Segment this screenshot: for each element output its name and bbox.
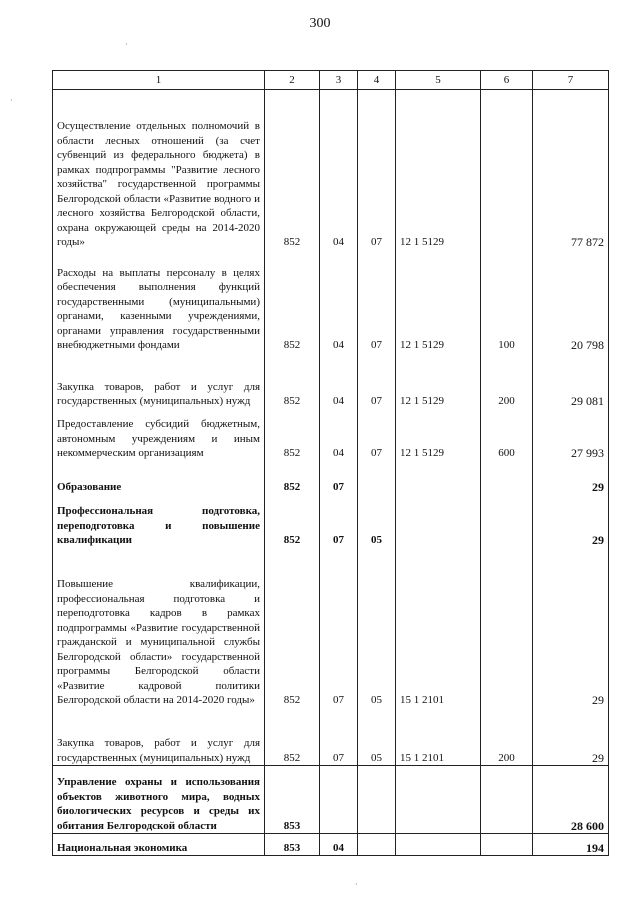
row-rz: 04: [320, 250, 358, 353]
row-name: Образование: [53, 461, 265, 495]
row-rz: 07: [320, 548, 358, 708]
scan-speck: ·: [355, 880, 358, 889]
row-rz: 04: [320, 90, 358, 250]
row-gr: 853: [265, 766, 320, 834]
row-sum: 27 993: [533, 409, 609, 461]
table-row: [53, 708, 609, 766]
row-name: Предоставление субсидий бюджетным, автономным учреждениям и иным некоммерческим организациям: [53, 409, 265, 461]
row-rz: 04: [320, 409, 358, 461]
row-rz: 07: [320, 495, 358, 548]
row-cs: [396, 834, 481, 856]
row-name: Расходы на выплаты персоналу в целях обеспечения выполнения функций государственными (муниципальными) органами, казенными учреждениями, органами управления государственными внебюджетными фондами: [53, 250, 265, 353]
table-row: [53, 353, 609, 409]
row-gr: 852: [265, 708, 320, 766]
row-vr: 200: [481, 708, 533, 766]
row-gr: 852: [265, 409, 320, 461]
row-sum: 29: [533, 548, 609, 708]
row-cs: 12 1 5129: [396, 250, 481, 353]
row-rz: 07: [320, 708, 358, 766]
row-cs: [396, 766, 481, 834]
row-vr: [481, 548, 533, 708]
row-pr: 07: [358, 353, 396, 409]
row-pr: 05: [358, 495, 396, 548]
row-gr: 852: [265, 461, 320, 495]
row-rz: 07: [320, 461, 358, 495]
row-gr: 852: [265, 353, 320, 409]
row-pr: [358, 766, 396, 834]
row-cs: 15 1 2101: [396, 708, 481, 766]
scan-speck: ·: [125, 40, 128, 49]
row-pr: [358, 461, 396, 495]
row-cs: 12 1 5129: [396, 353, 481, 409]
budget-table: [52, 70, 609, 856]
table-row: [53, 548, 609, 708]
row-rz: 04: [320, 834, 358, 856]
row-gr: 852: [265, 90, 320, 250]
row-rz: [320, 766, 358, 834]
scan-speck: ·: [10, 96, 13, 105]
row-gr: 853: [265, 834, 320, 856]
row-name: Повышение квалификации, профессиональная подготовка и переподготовка кадров в рамках подпрограммы «Развитие государственной гражданской и муниципальной службы Белгородской области» государственной программы Белгородской области «Развитие кадровой политики Белгородской области на 2014-2020 годы»: [53, 548, 265, 708]
row-sum: 29: [533, 495, 609, 548]
row-pr: 07: [358, 90, 396, 250]
page-number: 300: [309, 16, 331, 31]
row-cs: 15 1 2101: [396, 548, 481, 708]
row-sum: 29: [533, 461, 609, 495]
row-pr: 07: [358, 250, 396, 353]
table-row: [53, 495, 609, 548]
row-cs: [396, 495, 481, 548]
table-row: [53, 250, 609, 353]
row-vr: [481, 834, 533, 856]
row-vr: 600: [481, 409, 533, 461]
column-header-vr: 6: [481, 71, 533, 90]
row-cs: 12 1 5129: [396, 90, 481, 250]
table-row: [53, 766, 609, 834]
row-sum: 29 081: [533, 353, 609, 409]
row-gr: 852: [265, 495, 320, 548]
row-name: Национальная экономика: [53, 834, 265, 856]
column-header-pr: 4: [358, 71, 396, 90]
column-header-name: 1: [53, 71, 265, 90]
row-gr: 852: [265, 548, 320, 708]
row-sum: 28 600: [533, 766, 609, 834]
row-name: Закупка товаров, работ и услуг для государственных (муниципальных) нужд: [53, 708, 265, 766]
row-gr: 852: [265, 250, 320, 353]
row-cs: [396, 461, 481, 495]
table-row: [53, 90, 609, 250]
row-sum: 29: [533, 708, 609, 766]
row-name: Закупка товаров, работ и услуг для государственных (муниципальных) нужд: [53, 353, 265, 409]
row-vr: [481, 766, 533, 834]
row-sum: 194: [533, 834, 609, 856]
table-row: [53, 409, 609, 461]
row-vr: [481, 90, 533, 250]
row-vr: [481, 495, 533, 548]
table-header-row: [53, 71, 609, 90]
row-pr: 07: [358, 409, 396, 461]
table-row: [53, 461, 609, 495]
row-sum: 20 798: [533, 250, 609, 353]
row-sum: 77 872: [533, 90, 609, 250]
row-pr: 05: [358, 548, 396, 708]
row-rz: 04: [320, 353, 358, 409]
column-header-sum: 7: [533, 71, 609, 90]
row-name: Осуществление отдельных полномочий в области лесных отношений (за счет субвенций из федерального бюджета) в рамках подпрограммы "Развитие лесного хозяйства" государственной программы Белгородской области «Развитие водного и лесного хозяйства Белгородской области, охрана окружающей среды на 2014-2020 годы»: [53, 90, 265, 250]
column-header-rz: 3: [320, 71, 358, 90]
table-row: [53, 834, 609, 856]
column-header-gr: 2: [265, 71, 320, 90]
row-vr: [481, 461, 533, 495]
row-vr: 100: [481, 250, 533, 353]
column-header-cs: 5: [396, 71, 481, 90]
row-cs: 12 1 5129: [396, 409, 481, 461]
row-pr: 05: [358, 708, 396, 766]
row-pr: [358, 834, 396, 856]
row-name: Профессиональная подготовка, переподготовка и повышение квалификации: [53, 495, 265, 548]
row-name: Управление охраны и использования объектов животного мира, водных биологических ресурсов и среды их обитания Белгородской области: [53, 766, 265, 834]
row-vr: 200: [481, 353, 533, 409]
